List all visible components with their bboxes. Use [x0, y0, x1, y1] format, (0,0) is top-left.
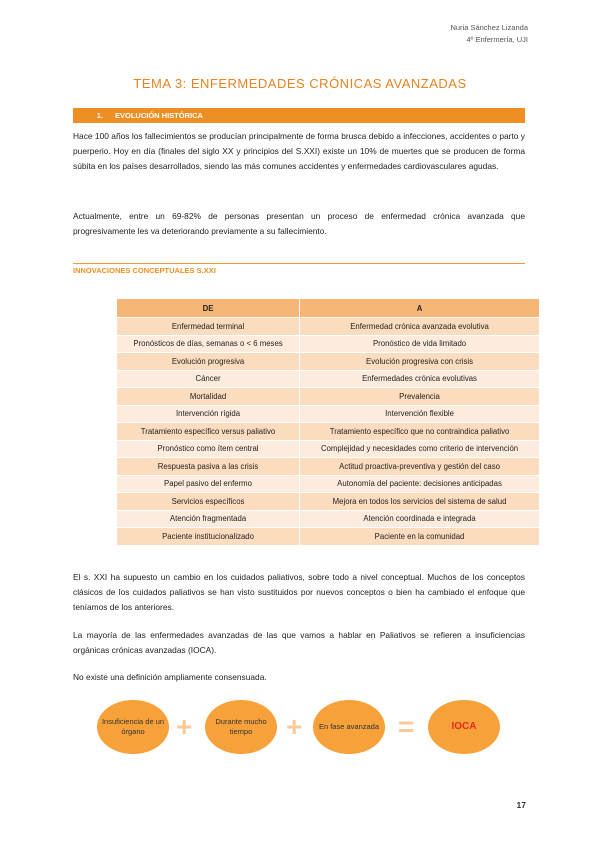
page-number: 17: [516, 800, 526, 810]
table-row: [117, 335, 540, 353]
cell-de: Respuesta pasiva a las crisis: [117, 458, 300, 476]
paragraph-ioca: La mayoría de las enfermedades avanzadas de las que vamos a hablar en Paliativos se refieren a insuficiencias orgánicas crónicas avanzadas (IOCA).: [73, 630, 525, 656]
table-header-row: [117, 299, 540, 318]
cell-de: Paciente institucionalizado: [117, 528, 300, 546]
table-row: [117, 353, 540, 371]
column-header-a: A: [300, 299, 540, 318]
bubble-organ-failure: [97, 700, 169, 754]
table-row: [117, 370, 540, 388]
equals-icon: =: [398, 711, 415, 742]
cell-a: Pronóstico de vida limitado: [300, 335, 540, 353]
cell-a: Complejidad y necesidades como criterio de intervención: [300, 440, 540, 458]
cell-a: Paciente en la comunidad: [300, 528, 540, 546]
cell-de: Evolución progresiva: [117, 353, 300, 371]
plus-icon: +: [286, 711, 303, 742]
cell-de: Cáncer: [117, 370, 300, 388]
divider: [73, 263, 525, 264]
paragraph-current: Actualmente, entre un 69-82% de personas presentan un proceso de enfermedad crónica avanzada que progresivamente les va deteriorando previamente a su fallecimiento.: [73, 211, 525, 237]
cell-de: Mortalidad: [117, 388, 300, 406]
section-label: EVOLUCIÓN HISTÓRICA: [115, 111, 203, 120]
cell-a: Intervención flexible: [300, 405, 540, 423]
bubble-ioca-result: [428, 700, 500, 754]
paragraph-change: El s. XXI ha supuesto un cambio en los cuidados paliativos, sobre todo a nivel conceptual. Muchos de los conceptos clásicos de los cuidados paliativos se han visto sustituidos por nuevos conceptos o bien ha cambiado el enfoque que teníamos de los anteriores.: [73, 572, 525, 613]
bubble-advanced-phase: [313, 700, 385, 754]
cell-de: Pronósticos de días, semanas o < 6 meses: [117, 335, 300, 353]
table-row: [117, 440, 540, 458]
table-row: [117, 528, 540, 546]
plus-icon: +: [176, 711, 193, 742]
cell-a: Tratamiento específico que no contraindica paliativo: [300, 423, 540, 441]
cell-de: Tratamiento específico versus paliativo: [117, 423, 300, 441]
cell-de: Intervención rígida: [117, 405, 300, 423]
cell-a: Evolución progresiva con crisis: [300, 353, 540, 371]
page-header: [450, 22, 528, 46]
cell-a: Atención coordinada e integrada: [300, 510, 540, 528]
table-body: [117, 318, 540, 546]
cell-a: Autonomía del paciente: decisiones anticipadas: [300, 475, 540, 493]
table-row: [117, 318, 540, 336]
bubble-long-time: [205, 700, 277, 754]
cell-de: Servicios específicos: [117, 493, 300, 511]
cell-a: Enfermedades crónica evolutivas: [300, 370, 540, 388]
bubble-long-time-label: Durante mucho tiempo: [215, 717, 267, 736]
header-author: Nuria Sánchez Lizanda: [450, 23, 528, 32]
paragraph-definition: No existe una definición ampliamente consensuada.: [73, 672, 267, 682]
paragraph-history: Hace 100 años los fallecimientos se producían principalmente de forma brusca debido a infecciones, accidentes o parto y puerperio. Hoy en día (finales del siglo XX y principios del S.XXI) existe un 10% de muertes que se producen de forma súbita en los países desarrollados, siendo las más comunes accidentes y enfermedades cardiovasculares agudas.: [73, 131, 525, 172]
table-row: [117, 458, 540, 476]
cell-de: Papel pasivo del enfermo: [117, 475, 300, 493]
table-row: [117, 405, 540, 423]
bubble-ioca-label: IOCA: [451, 721, 477, 732]
bubble-advanced-phase-label: En fase avanzada: [318, 722, 380, 731]
table-row: [117, 493, 540, 511]
header-course: 4º Enfermería, UJI: [466, 35, 528, 44]
cell-a: Mejora en todos los servicios del sistema de salud: [300, 493, 540, 511]
subheading: INNOVACIONES CONCEPTUALES S.XXI: [73, 266, 216, 275]
column-header-de: DE: [117, 299, 300, 318]
section-number: 1.: [96, 111, 103, 120]
cell-a: Enfermedad crónica avanzada evolutiva: [300, 318, 540, 336]
table-row: [117, 423, 540, 441]
ioca-diagram: [0, 700, 600, 760]
table-row: [117, 475, 540, 493]
cell-de: Atención fragmentada: [117, 510, 300, 528]
section-heading: [73, 108, 525, 123]
cell-de: Pronóstico como ítem central: [117, 440, 300, 458]
cell-a: Prevalencia: [300, 388, 540, 406]
table-row: [117, 510, 540, 528]
cell-a: Actitud proactiva-preventiva y gestión del caso: [300, 458, 540, 476]
comparison-table: [116, 298, 540, 546]
document-title: TEMA 3: ENFERMEDADES CRÓNICAS AVANZADAS: [133, 76, 467, 91]
bubble-organ-failure-label: Insuficiencia de un órgano: [101, 717, 165, 736]
table-row: [117, 388, 540, 406]
cell-de: Enfermedad terminal: [117, 318, 300, 336]
